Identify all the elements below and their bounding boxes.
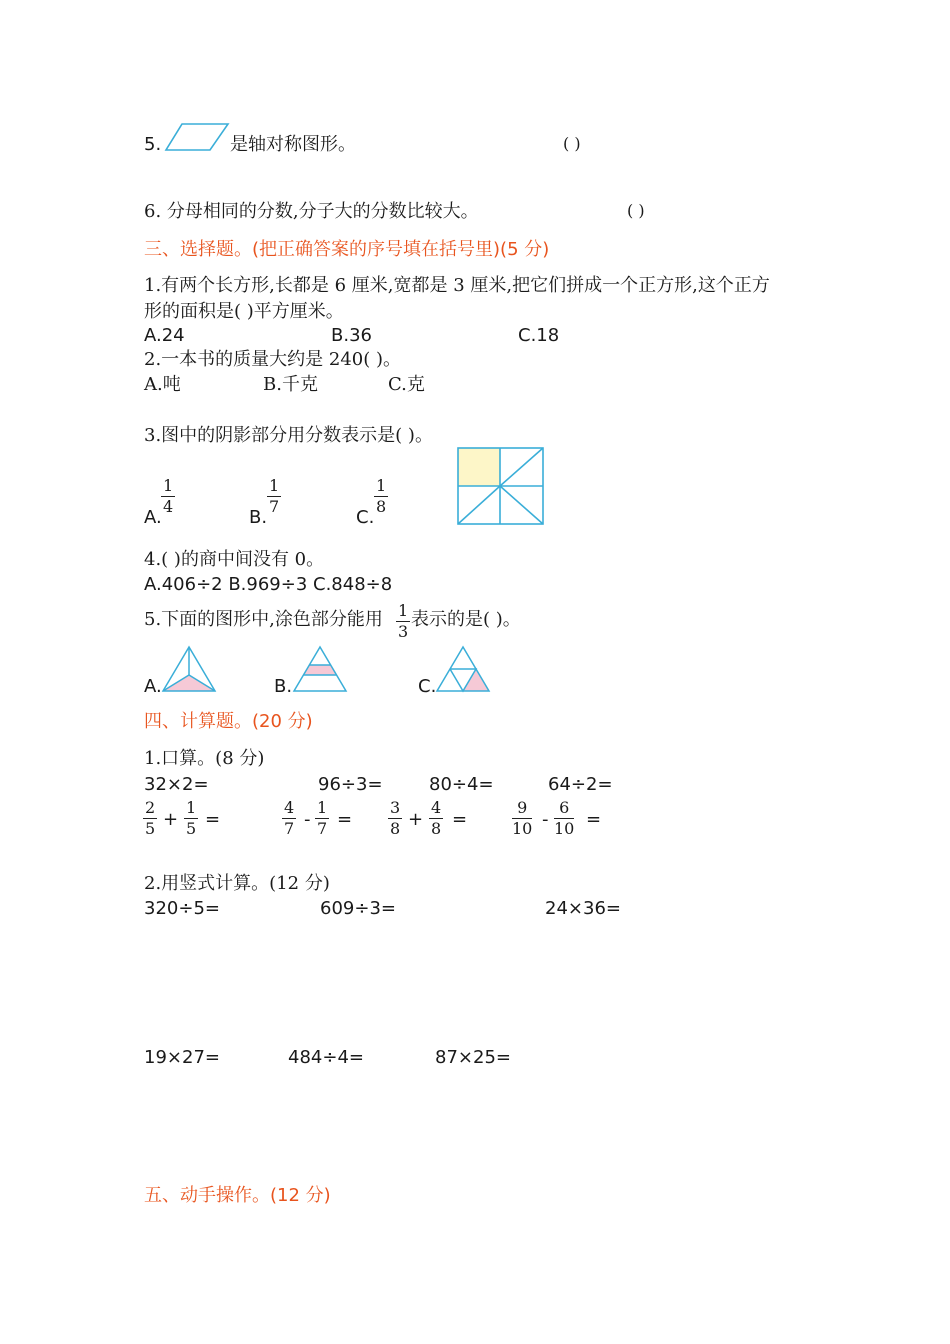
s4-q1-title: 1.口算。(8 分): [144, 748, 265, 769]
s3-q3-option-a-label: A.: [144, 507, 162, 528]
s3-q1-line1: 1.有两个长方形,长都是 6 厘米,宽都是 3 厘米,把它们拼成一个正方形,这个正方: [144, 275, 770, 296]
s3-q1-option-c: C.18: [518, 325, 560, 346]
oral-calc-4: 64÷2=: [548, 774, 613, 795]
frac-calc-1-b: $\frac{1}{5}$: [186, 798, 197, 838]
oral-calc-1: 32×2=: [144, 774, 209, 795]
s3-q2-text: 2.一本书的质量大约是 240( )。: [144, 349, 402, 370]
frac-calc-4-a: $\frac{9}{10}$: [512, 798, 533, 838]
frac-calc-4-eq: =: [586, 809, 602, 830]
s3-q5-option-a-label: A.: [144, 676, 162, 697]
s3-q4-options: A.406÷2 B.969÷3 C.848÷8: [144, 574, 393, 595]
section4-heading: 四、计算题。(20 分): [144, 711, 313, 732]
oral-calc-2: 96÷3=: [318, 774, 383, 795]
s4-q2-title: 2.用竖式计算。(12 分): [144, 873, 330, 894]
s3-q5-fraction: $\frac{1}{3}$: [398, 601, 409, 641]
section3-heading: 三、选择题。(把正确答案的序号填在括号里)(5 分): [144, 239, 550, 260]
judge-q6-answer-paren[interactable]: ( ): [627, 201, 645, 220]
parallelogram-figure: [164, 122, 230, 154]
frac-calc-2-op: -: [304, 809, 311, 830]
frac-calc-1-a: $\frac{2}{5}$: [145, 798, 156, 838]
vertical-calc-6: 87×25=: [435, 1047, 511, 1068]
s3-q2-option-c: C.克: [388, 374, 425, 395]
judge-q5-answer-paren[interactable]: ( ): [563, 134, 581, 153]
s3-q3-option-c-label: C.: [356, 507, 375, 528]
s3-q3-option-c-fraction: $\frac{1}{8}$: [376, 476, 387, 516]
s3-q5-option-b-label: B.: [274, 676, 293, 697]
s3-q3-text: 3.图中的阴影部分用分数表示是( )。: [144, 425, 433, 446]
triangle-b-figure: [292, 645, 348, 693]
s3-q2-option-a: A.吨: [144, 374, 181, 395]
vertical-calc-1: 320÷5=: [144, 898, 220, 919]
judge-q5-text: 是轴对称图形。: [230, 134, 356, 155]
s3-q5-option-c-label: C.: [418, 676, 437, 697]
frac-calc-3-eq: =: [452, 809, 468, 830]
s3-q5-text-before: 5.下面的图形中,涂色部分能用: [144, 609, 383, 630]
s3-q3-option-b-label: B.: [249, 507, 268, 528]
triangle-c-figure: [435, 645, 491, 693]
s3-q5-text-after: 表示的是( )。: [411, 609, 521, 630]
frac-calc-3-b: $\frac{4}{8}$: [431, 798, 442, 838]
frac-calc-3-op: +: [408, 809, 424, 830]
frac-calc-4-b: $\frac{6}{10}$: [554, 798, 575, 838]
s3-q2-option-b: B.千克: [263, 374, 318, 395]
judge-q5-number: 5.: [144, 134, 162, 155]
judge-q6-text: 6. 分母相同的分数,分子大的分数比较大。: [144, 201, 479, 222]
frac-calc-1-op: +: [163, 809, 179, 830]
s3-q1-line2: 形的面积是( )平方厘米。: [144, 301, 344, 322]
frac-calc-4-op: -: [542, 809, 549, 830]
frac-calc-2-a: $\frac{4}{7}$: [284, 798, 295, 838]
triangle-a-figure: [161, 645, 217, 693]
frac-calc-3-a: $\frac{3}{8}$: [390, 798, 401, 838]
vertical-calc-2: 609÷3=: [320, 898, 396, 919]
square-shaded-figure: [457, 447, 545, 525]
frac-calc-2-b: $\frac{1}{7}$: [317, 798, 328, 838]
s3-q3-option-a-fraction: $\frac{1}{4}$: [163, 476, 174, 516]
vertical-calc-5: 484÷4=: [288, 1047, 364, 1068]
section5-heading: 五、动手操作。(12 分): [144, 1185, 331, 1206]
vertical-calc-3: 24×36=: [545, 898, 621, 919]
s3-q1-option-a: A.24: [144, 325, 185, 346]
s3-q3-option-b-fraction: $\frac{1}{7}$: [269, 476, 280, 516]
frac-calc-1-eq: =: [205, 809, 221, 830]
oral-calc-3: 80÷4=: [429, 774, 494, 795]
vertical-calc-4: 19×27=: [144, 1047, 220, 1068]
s3-q4-text: 4.( )的商中间没有 0。: [144, 549, 325, 570]
frac-calc-2-eq: =: [337, 809, 353, 830]
s3-q1-option-b: B.36: [331, 325, 372, 346]
